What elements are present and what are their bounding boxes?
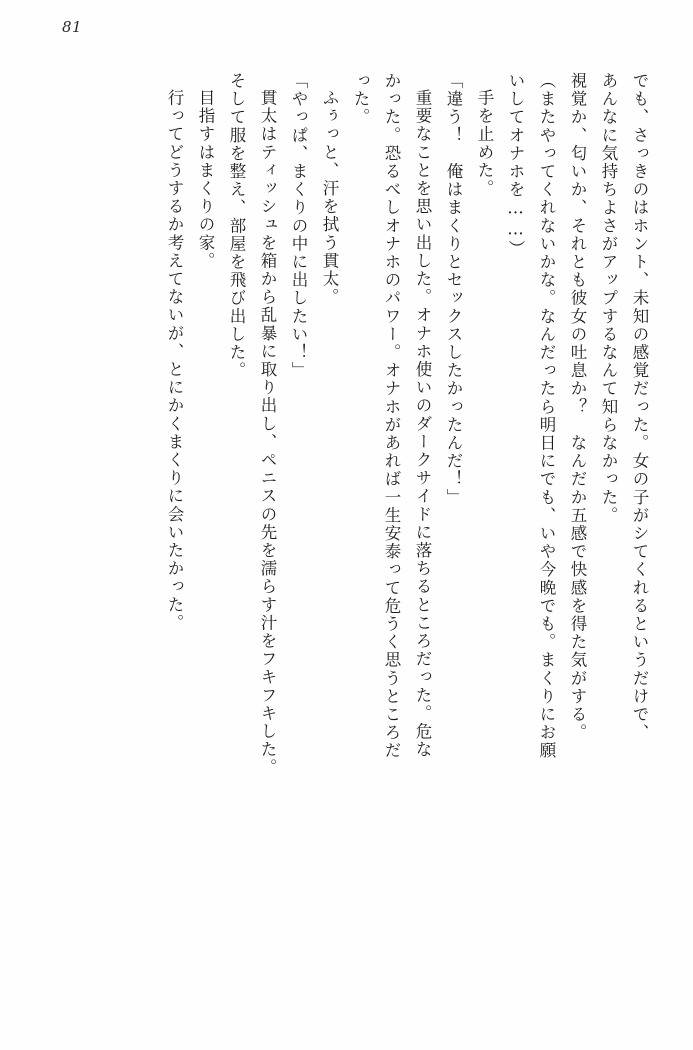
text-line: 手を止めた。 — [475, 89, 494, 198]
text-line: った。 — [351, 72, 370, 127]
text-line: 「違う！ 俺はまくりとセックスしたかったんだ！」 — [444, 72, 463, 507]
vertical-text-body — [56, 72, 647, 1010]
text-line: 行ってどうするか考えてないが、とにかくまくりに会いたかった。 — [165, 89, 184, 632]
text-line: 目指すはまくりの家。 — [196, 89, 215, 270]
text-line: そして服を整え、部屋を飛び出した。 — [227, 72, 246, 380]
text-line: ふぅっと、汗を拭う貫太。 — [320, 89, 339, 307]
text-line: 貫太はティッシュを箱から乱暴に取り出し、ペニスの先を濡らす汁をフキフキした。 — [258, 89, 277, 777]
text-line: いしてオナホを……） — [506, 72, 525, 258]
text-line: でも、さっきのはホント、未知の感覚だった。女の子がシてくれるというだけで、 — [630, 72, 649, 742]
text-line: あんなに気持ちよさがアップするなんて知らなかった。 — [599, 72, 618, 525]
text-line: （またやってくれないかな。なんだったら明日にでも、いや今晩でも。まくりにお願 — [537, 72, 556, 760]
text-line: 重要なことを思い出した。オナホ使いのダークサイドに落ちるところだった。危な — [413, 89, 432, 759]
page-number: 81 — [62, 18, 83, 36]
text-line: 視覚か、匂いか、それとも彼女の吐息か？ なんだか五感で快感を得た気がする。 — [568, 72, 587, 742]
text-line: かった。恐るべしオナホのパワー。オナホがあれば一生安泰って危うく思うところだ — [382, 72, 401, 760]
text-line: 「やっぱ、まくりの中に出したい！」 — [289, 72, 308, 380]
